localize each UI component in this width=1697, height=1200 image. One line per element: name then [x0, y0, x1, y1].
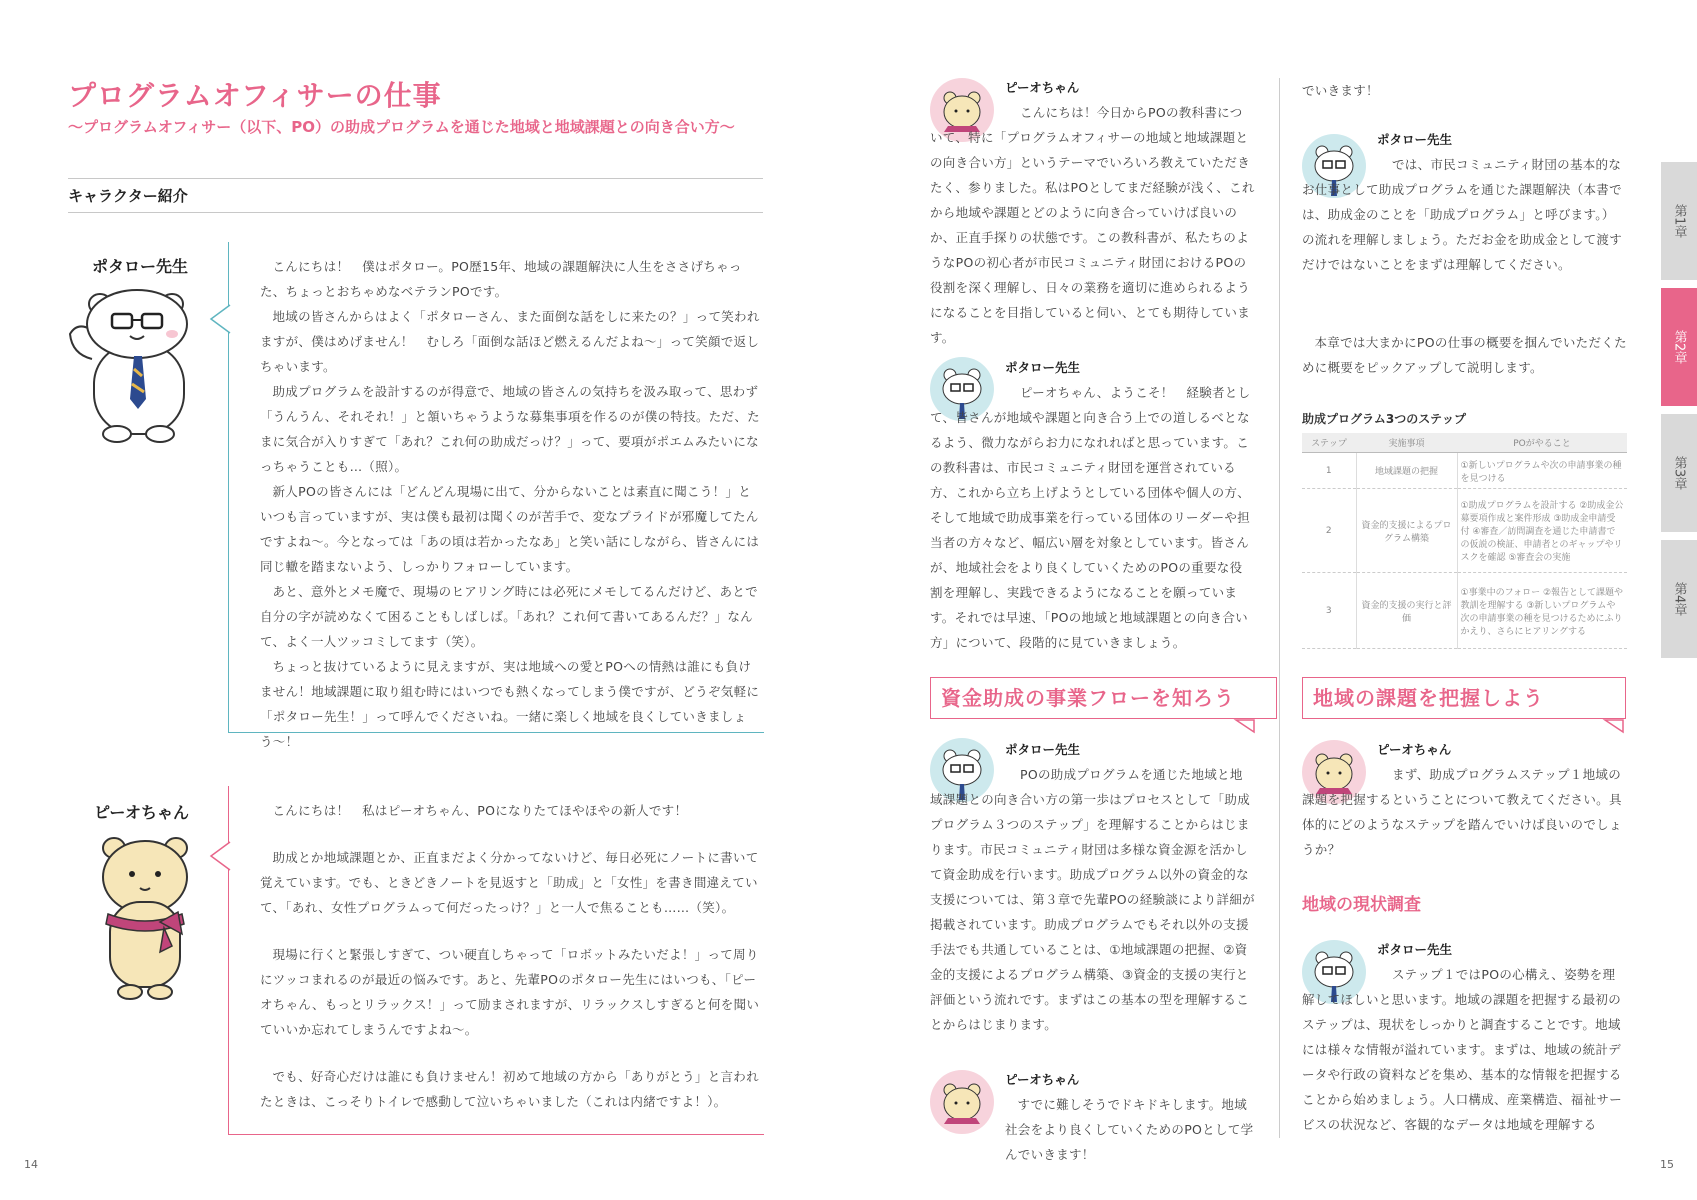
section-heading-funding-flow: 資金助成の事業フローを知ろう: [930, 677, 1277, 719]
potaro-intro-text: [260, 254, 762, 754]
potaro-name: ポタロー先生: [92, 257, 189, 276]
bubble-tail: [209, 305, 231, 337]
heading-tail: [1236, 719, 1256, 738]
paragraph: でも、好奇心だけは誰にも負けません！初めて地域の方から「ありがとう」と言われたときは、こっそりトイレで感動して泣いちゃいました（これは内緒ですよ！）。: [260, 1069, 759, 1109]
paragraph: 地域の皆さんからはよく「ポタローさん、また面倒な話をしに来たの？」って笑われますが、僕はめげません！ むしろ「面倒な話ほど燃えるんだよね〜」って笑顔で返しちゃいます。: [260, 309, 760, 374]
tab-chapter-1[interactable]: 第1章: [1661, 162, 1697, 280]
table-cell: 資金的支援によるプログラム構築: [1356, 489, 1457, 573]
dialog-text: まず、助成プログラムステップ１地域の課題を把握するということについて教えてください。具体的にどのようなステップを踏んでいけば良いのでしょうか？: [1302, 767, 1622, 857]
table-cell: 資金的支援の実行と評価: [1356, 573, 1457, 649]
speaker-name: ポタロー先生: [1005, 742, 1081, 757]
table-title: 助成プログラム3つのステップ: [1302, 412, 1466, 426]
pio-intro-text: [260, 798, 762, 1114]
bubble-tail: [209, 842, 231, 874]
paragraph: こんにちは！ 僕はポタロー。PO歴15年、地域の課題解決に人生をささげちゃった、ちょっとおちゃめなベテランPOです。: [260, 259, 742, 299]
table-cell: 1: [1302, 453, 1356, 489]
paragraph: 新人POの皆さんには「どんどん現場に出て、分からないことは素直に聞こう！」といつも言っていますが、実は僕も最初は聞くのが苦手で、変なプライドが邪魔してたんですよね〜。今となっては「あの頃は若かったなあ」と笑い話にしながら、皆さんには同じ轍を踏まないよう、しっかりフォローしています。: [260, 484, 760, 574]
speaker-name: ポタロー先生: [1005, 360, 1081, 375]
table-header: ステップ: [1302, 433, 1356, 453]
paragraph: 助成とか地域課題とか、正直まだよく分かってないけど、毎日必死にノートに書いて覚えています。でも、ときどきノートを見返すと「助成」と「女性」を書き間違えていて、「あれ、女性プログラムって何だったっけ？」と一人で焦ることも……（笑）。: [260, 850, 759, 915]
speaker-name: ピーオちゃん: [1005, 80, 1080, 95]
speaker-name: ピーオちゃん: [1005, 1072, 1080, 1087]
pio-illustration: [90, 832, 200, 1002]
page-title: プログラムオフィサーの仕事: [68, 79, 442, 112]
table-row: [1302, 573, 1627, 649]
pio-name: ピーオちゃん: [94, 803, 190, 822]
speaker-name: ポタロー先生: [1377, 132, 1453, 147]
speaker-name: ピーオちゃん: [1377, 742, 1452, 757]
dialog-continuation-text: でいきます！: [1302, 83, 1379, 98]
page-number-right: 15: [1660, 1158, 1674, 1171]
pio-avatar: [930, 1070, 994, 1134]
dialog-text: すでに難しそうでドキドキします。地域社会をより良くしていくためのPOとして学んでいきます！: [1005, 1097, 1254, 1162]
table-cell: 3: [1302, 573, 1356, 649]
paragraph: こんにちは！ 私はピーオちゃん、POになりたてほやほやの新人です！: [272, 803, 688, 818]
steps-table: [1302, 433, 1627, 649]
divider: [68, 178, 763, 179]
dialog-text: POの助成プログラムを通じた地域と地域課題との向き合い方の第一歩はプロセスとして「助成プログラム３つのステップ」を理解することからはじまります。市民コミュニティ財団は多様な資金源を活かして資金助成を行います。助成プログラム以外の資金的な支援については、第３章で先輩POの経験談により詳細が掲載されています。助成プログラムでもそれ以外の支援手法でも共通していることは、①地域課題の把握、②資金的支援によるプログラム構築、③資金的支援の実行と評価という流れです。まずはこの基本の型を理解することからはじまります。: [930, 767, 1255, 1032]
paragraph: あと、意外とメモ魔で、現場のヒアリング時には必死にメモしてるんだけど、あとで自分の字が読めなくて困ることもしばしば。「あれ？これ何て書いてあるんだ？」なんて、よく一人ツッコミしてます（笑）。: [260, 584, 758, 649]
dialog-text: ピーオちゃん、ようこそ！ 経験者として、皆さんが地域や課題と向き合う上での道しるべとなるよう、微力ながらお力になれればと思っています。この教科書は、市民コミュニティ財団を運営されている方、これから立ち上げようとしている団体や個人の方、そして地域で助成事業を行っている団体のリーダーや担当者の方々など、幅広い層を対象としています。皆さんが、地域社会をより良くしていくためのPOの重要な役割を理解し、実践できるようになることを願っています。それでは早速、「POの地域と地域課題との向き合い方」について、段階的に見ていきましょう。: [930, 385, 1251, 650]
dialog-text: こんにちは！今日からPOの教科書について、特に「プログラムオフィサーの地域と地域課題との向き合い方」というテーマでいろいろ教えていただきたく、参りました。私はPOとしてまだ経験が浅く、これから地域や課題とどのように向き合っていけば良いのか、正直手探りの状態です。この教科書が、私たちのようなPOの初心者が市民コミュニティ財団におけるPOの役割を深く理解し、日々の業務を適切に進められるようになることを目指していると伺い、とても期待しています。: [930, 105, 1255, 345]
page-subtitle: 〜プログラムオフィサー（以下、PO）の助成プログラムを通じた地域と地域課題との向き合い方〜: [68, 118, 735, 136]
tab-chapter-3[interactable]: 第3章: [1661, 414, 1697, 532]
table-cell: 2: [1302, 489, 1356, 573]
speaker-name: ポタロー先生: [1377, 942, 1453, 957]
paragraph: ちょっと抜けているように見えますが、実は地域への愛とPOへの情熱は誰にも負けません！地域課題に取り組む時にはいつでも熱くなってしまう僕ですが、どうぞ気軽に「ポタロー先生！」って呼んでくださいね。一緒に楽しく地域を良くしていきましょう〜！: [260, 659, 760, 749]
table-header: POがやること: [1457, 433, 1627, 453]
chapter-intro-text: 本章では大まかにPOの仕事の概要を掴んでいただくために概要をピックアップして説明します。: [1302, 335, 1627, 375]
column-divider: [1279, 78, 1280, 1138]
section-heading-regional-issues: 地域の課題を把握しよう: [1302, 677, 1626, 719]
potaro-illustration: [62, 284, 212, 444]
tab-chapter-4[interactable]: 第4章: [1661, 540, 1697, 658]
page-number-left: 14: [24, 1158, 38, 1171]
dialog-text: ステップ１ではPOの心構え、姿勢を理解してほしいと思います。地域の課題を把握する最初のステップは、現状をしっかりと調査することです。地域には様々な情報が溢れています。まずは、地域の統計データや行政の資料などを集め、基本的な情報を把握することから始めましょう。人口構成、産業構造、福祉サービスの状況など、客観的なデータは地域を理解する: [1302, 967, 1623, 1132]
table-cell: ①事業中のフォロー ②報告として課題や教訓を理解する ③新しいプログラムや次の申請事業の種を見つけるためにふりかえり、さらにヒアリングする: [1457, 573, 1627, 649]
table-row: [1302, 489, 1627, 573]
table-cell: 地域課題の把握: [1356, 453, 1457, 489]
dialog-text: では、市民コミュニティ財団の基本的なお仕事として助成プログラムを通じた課題解決（本書では、助成金のことを「助成プログラム」と呼びます。）の流れを理解しましょう。ただお金を助成金として渡すだけではないことをまずは理解してください。: [1302, 157, 1623, 272]
table-cell: ①新しいプログラムや次の申請事業の種を見つける: [1457, 453, 1627, 489]
heading-tail: [1605, 719, 1625, 738]
divider: [68, 212, 763, 213]
table-cell: ①助成プログラムを設計する ②助成金公募要項作成と案件形成 ③助成金申請受付 ④審査／訪問調査を通じた申請書での仮説の検証、申請者とのギャップやリスクを確認 ⑤審査会の実施: [1457, 489, 1627, 573]
section-label: キャラクター紹介: [68, 187, 188, 205]
tab-chapter-2[interactable]: 第2章: [1661, 288, 1697, 406]
table-row: [1302, 453, 1627, 489]
subheading: 地域の現状調査: [1302, 895, 1421, 915]
table-header: 実施事項: [1356, 433, 1457, 453]
paragraph: 助成プログラムを設計するのが得意で、地域の皆さんの気持ちを汲み取って、思わず「うんうん、それそれ！」と頷いちゃうような募集事項を作るのが僕の特技。ただ、たまに気合が入りすぎて「あれ？これ何の助成だっけ？」って、要項がポエムみたいになっちゃうことも…（照）。: [260, 384, 760, 474]
paragraph: 現場に行くと緊張しすぎて、つい硬直しちゃって「ロボットみたいだよ！」って周りにツッコまれるのが最近の悩みです。あと、先輩POのポタロー先生にはいつも、「ピーオちゃん、もっとリラックス！」って励まされますが、リラックスしすぎると何を聞いていいか忘れてしまうんですよね〜。: [260, 947, 760, 1037]
